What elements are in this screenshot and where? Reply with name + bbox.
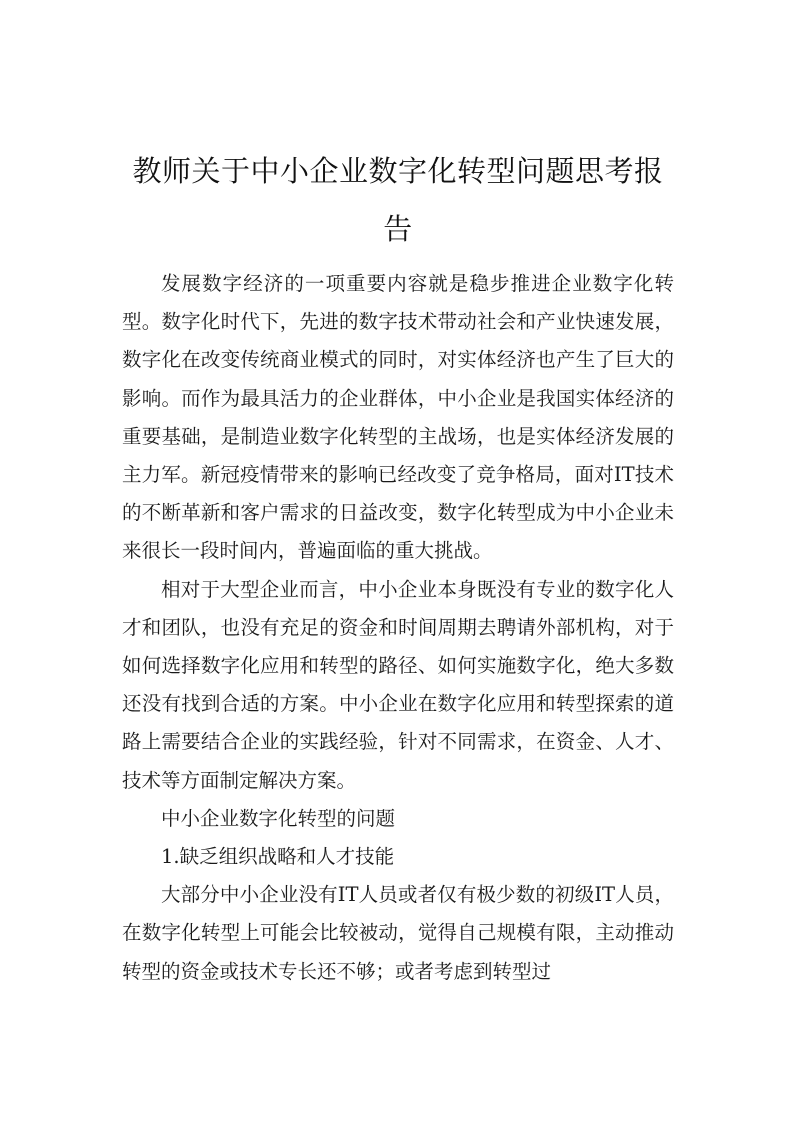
document-title: 教师关于中小企业数字化转型问题思考报告 xyxy=(132,154,664,246)
paragraph-intro: 发展数字经济的一项重要内容就是稳步推进企业数字化转型。数字化时代下，先进的数字技术带动社会和产业快速发展，数字化在改变传统商业模式的同时，对实体经济也产生了巨大的影响。而作为最具活力的企业群体，中小企业是我国实体经济的重要基础，是制造业数字化转型的主战场，也是实体经济发展的主力军。新冠疫情带来的影响已经改变了竞争格局，面对IT技术的不断革新和客户需求的日益改变，数字化转型成为中小企业未来很长一段时间内，普遍面临的重大挑战。 xyxy=(122,272,674,563)
document-body xyxy=(122,265,674,991)
paragraph-context: 相对于大型企业而言，中小企业本身既没有专业的数字化人才和团队，也没有充足的资金和时间周期去聘请外部机构，对于如何选择数字化应用和转型的路径、如何实施数字化，绝大多数还没有找到合适的方案。中小企业在数字化应用和转型探索的道路上需要结合企业的实践经验，针对不同需求，在资金、人才、技术等方面制定解决方案。 xyxy=(122,577,674,792)
paragraph-issue-1: 大部分中小企业没有IT人员或者仅有极少数的初级IT人员，在数字化转型上可能会比较被动，觉得自己规模有限，主动推动转型的资金或技术专长还不够；或者考虑到转型过 xyxy=(122,883,674,983)
section-heading: 中小企业数字化转型的问题 xyxy=(161,806,396,830)
subsection-heading: 1.缺乏组织战略和人才技能 xyxy=(161,845,395,869)
